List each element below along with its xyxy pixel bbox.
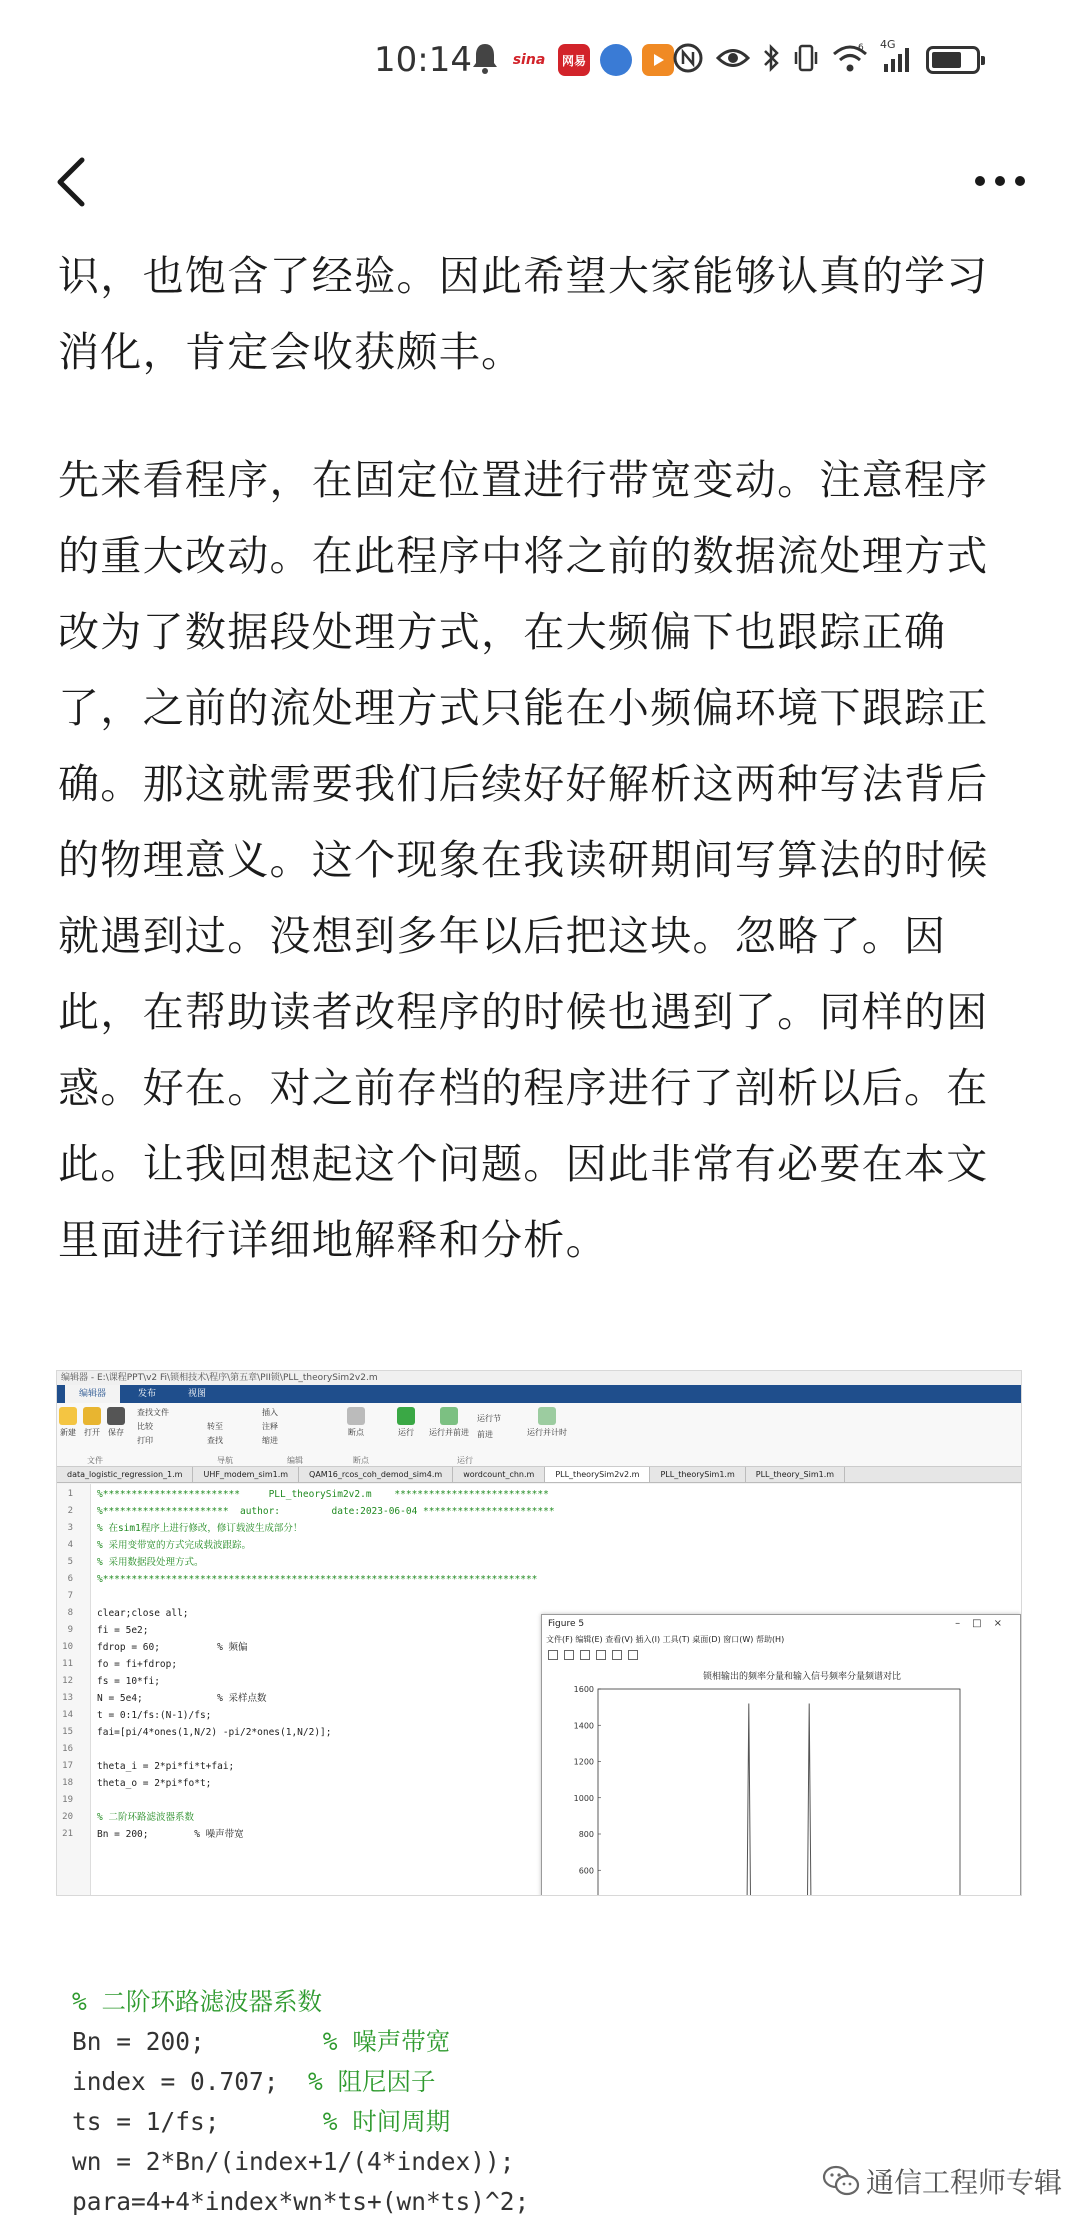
breakpoint-icon [347, 1407, 365, 1425]
listing-line: % 二阶环路滤波器系数 [72, 1987, 322, 2016]
code-text: %************************ PLL_theorySim2v2.m *************************** [97, 1489, 549, 1500]
y-tick-label: 1400 [573, 1721, 594, 1731]
listing-comment: % 时间周期 [322, 2107, 451, 2136]
file-tab: data_logistic_regression_1.m [57, 1467, 193, 1482]
sina-weibo-icon: sina [510, 44, 548, 76]
listing-code: index = 0.707; [72, 2067, 309, 2096]
battery-level [932, 52, 961, 68]
figure-window [541, 1614, 1021, 2000]
open-icon [83, 1407, 101, 1425]
file-tabs [57, 1467, 1021, 1483]
tool-icon [612, 1650, 622, 1660]
line-number: 1 [67, 1489, 73, 1499]
ribbon-section: 编辑 [287, 1456, 303, 1465]
line-number: 17 [62, 1761, 73, 1771]
ribbon-label: 打开 [84, 1428, 100, 1437]
battery-icon [926, 46, 980, 74]
file-tab: wordcount_chn.m [453, 1467, 545, 1482]
code-text: % 二阶环路滤波器系数 [97, 1812, 194, 1823]
plot-area [598, 1689, 960, 1896]
ribbon-indent: 缩进 [262, 1436, 278, 1445]
system-icons [672, 38, 980, 82]
run-advance-icon [440, 1407, 458, 1425]
listing-code: ts = 1/fs; [72, 2107, 323, 2136]
ribbon-advance: 前进 [477, 1430, 493, 1439]
listing-line [72, 2022, 1032, 2062]
tool-icon [548, 1650, 558, 1660]
network-type: 4G [880, 38, 896, 51]
eye-icon [716, 45, 750, 75]
nfc-icon [672, 42, 704, 78]
ribbon-section: 运行 [457, 1456, 473, 1465]
code-text: % 采用数据段处理方式。 [97, 1557, 204, 1568]
line-number: 13 [62, 1693, 73, 1703]
line-number: 6 [67, 1574, 73, 1584]
ribbon-tab: 发布 [138, 1389, 157, 1399]
file-tab: PLL_theorySim1.m [650, 1467, 745, 1482]
file-tab: UHF_modem_sim1.m [193, 1467, 299, 1482]
code-text: %********************** author: date:2023-06-04 *********************** [97, 1506, 555, 1517]
listing-line: para=4+4*index*wn*ts+(wn*ts)^2; [72, 2187, 530, 2216]
figure-title-text: Figure 5 [548, 1619, 585, 1629]
code-text: theta_i = 2*pi*fi*t+fai; [97, 1761, 235, 1772]
y-ticks: 02004006008001000120014001600 [573, 1685, 594, 1984]
line-number: 7 [67, 1591, 73, 1601]
article-paragraph: 先来看程序，在固定位置进行带宽变动。注意程序的重大改动。在此程序中将之前的数据流处理方式改为了数据段处理方式，在大频偏下也跟踪正确了，之前的流处理方式只能在小频偏环境下跟踪正确。那这就需要我们后续好好解析这两种写法背后的物理意义。这个现象在我读研期间写算法的时候就遇到过。没想到多年以后把这块。忽略了。因此，在帮助读者改程序的时候也遇到了。同样的困惑。好在。对之前存档的程序进行了剖析以后。在此。让我回想起这个问题。因此非常有必要在本文里面进行详细地解释和分析。 [58, 456, 989, 1264]
ribbon-label: 保存 [108, 1428, 124, 1437]
code-text: % 在sim1程序上进行修改，修订载波生成部分！ [97, 1523, 303, 1534]
ribbon [57, 1403, 1021, 1467]
ribbon-new [59, 1407, 77, 1438]
ribbon-label: 断点 [348, 1428, 364, 1437]
ribbon-tab: 视图 [188, 1389, 207, 1399]
ribbon-section: 断点 [353, 1456, 369, 1465]
account-watermark [822, 2161, 1062, 2201]
listing-comment: % 阻尼因子 [308, 2067, 436, 2096]
code-text: t = 0:1/fs:(N-1)/fs; [97, 1710, 212, 1721]
file-tab: PLL_theorySim2v2.m [545, 1467, 650, 1482]
y-tick-label: 1000 [573, 1793, 594, 1803]
line-number: 18 [62, 1778, 73, 1788]
listing-comment: % 噪声带宽 [322, 2027, 451, 2056]
ribbon-print: 打印 [137, 1436, 153, 1445]
save-icon [107, 1407, 125, 1425]
figure-menu: 文件(F) 编辑(E) 查看(V) 插入(I) 工具(T) 桌面(D) 窗口(W) 帮助(H) [546, 1635, 785, 1644]
line-number: 21 [62, 1829, 73, 1839]
article-paragraph: 识，也饱含了经验。因此希望大家能够认真的学习消化，肯定会收获颇丰。 [58, 252, 989, 376]
listing-line: wn = 2*Bn/(index+1/(4*index)); [72, 2147, 515, 2176]
ribbon-goto: 转至 [207, 1422, 223, 1431]
ribbon-label: 新建 [60, 1428, 76, 1437]
code-text: % 采用变带宽的方式完成载波跟踪。 [97, 1540, 251, 1551]
run-icon [397, 1407, 415, 1425]
watermark-text: 通信工程师专辑 [866, 2166, 1063, 2199]
code-text: fi = 5e2; [97, 1625, 149, 1636]
nav-bar [0, 130, 1080, 230]
ribbon-label: 运行并计时 [527, 1428, 567, 1437]
ribbon-section: 文件 [87, 1456, 103, 1465]
ribbon-open [83, 1407, 101, 1438]
tool-icon [580, 1650, 590, 1660]
code-text: fs = 10*fi; [97, 1676, 160, 1687]
y-tick-label: 1600 [573, 1685, 594, 1694]
spectrum-chart: 锁相输出的频率分量和输入信号频率分量频谱对比 02004006008001000120014001600 -3000 -2000 -1000 0 1000 2000 3000 freq/hz [573, 1672, 971, 2000]
wechat-icon [822, 2164, 860, 2198]
line-number: 15 [62, 1727, 73, 1737]
line-number: 4 [67, 1540, 73, 1550]
line-number: 12 [62, 1676, 73, 1686]
clock: 10:14 [374, 40, 472, 80]
y-tick-label: 1200 [573, 1757, 594, 1767]
line-number: 2 [67, 1506, 73, 1516]
ribbon-label: 运行 [398, 1428, 414, 1437]
window-controls: –□× [955, 1618, 1014, 1629]
line-number: 9 [67, 1625, 73, 1635]
run-time-icon [538, 1407, 556, 1425]
code-editor [57, 1484, 1022, 2000]
chevron-left-icon [52, 152, 92, 212]
matlab-title-bar: 编辑器 - E:\课程PPT\v2 Fi\锁相技术\程序\第五章\PII锁\PLL_theorySim2v2.m [57, 1371, 1021, 1385]
line-number: 19 [62, 1795, 73, 1805]
article-body [58, 238, 1028, 1278]
blue-app-icon [600, 44, 632, 76]
code-text: fdrop = 60; % 频偏 [97, 1642, 248, 1653]
ribbon-find-file: 查找文件 [137, 1408, 169, 1417]
code-text: theta_o = 2*pi*fo*t; [97, 1778, 212, 1789]
y-tick-label: 600 [578, 1866, 594, 1876]
wifi-icon [832, 43, 868, 77]
code-text: N = 5e4; % 采样点数 [97, 1693, 267, 1704]
figure-toolbar [542, 1647, 1020, 1663]
line-number: 11 [62, 1659, 73, 1669]
file-tab: QAM16_rcos_coh_demod_sim4.m [299, 1467, 453, 1482]
vibrate-icon [792, 42, 820, 78]
ribbon-tab: 编辑器 [65, 1385, 120, 1403]
ribbon-run-advance [429, 1407, 469, 1438]
notification-icons [470, 40, 674, 80]
code-text: fo = fi+fdrop; [97, 1659, 178, 1670]
ribbon-tabs [57, 1385, 1021, 1403]
listing-code: Bn = 200; [72, 2027, 323, 2056]
svg-text:6: 6 [858, 43, 864, 53]
ribbon-run-section: 运行节 [477, 1414, 501, 1423]
ribbon-compare: 比较 [137, 1422, 153, 1431]
ribbon-breakpoint [347, 1407, 365, 1438]
y-tick-label: 800 [578, 1830, 594, 1839]
ribbon-run-time [527, 1407, 567, 1438]
bell-icon [470, 41, 500, 79]
listing-line [72, 2062, 1032, 2102]
file-tab: PLL_theory_Sim1.m [746, 1467, 845, 1482]
ribbon-insert: 插入 [262, 1408, 278, 1417]
tool-icon [564, 1650, 574, 1660]
tool-icon [628, 1650, 638, 1660]
line-number: 10 [62, 1642, 73, 1652]
line-number: 3 [67, 1523, 73, 1533]
code-text: %**************************************************************************** [97, 1574, 538, 1585]
code-text: fai=[pi/4*ones(1,N/2) -pi/2*ones(1,N/2)]; [97, 1727, 332, 1738]
more-icon [970, 156, 1030, 206]
line-number: 14 [62, 1710, 73, 1720]
line-number: 20 [62, 1812, 73, 1822]
line-number: 16 [62, 1744, 73, 1754]
line-number: 5 [67, 1557, 73, 1567]
ribbon-run [397, 1407, 415, 1438]
code-text: Bn = 200; % 噪声带宽 [97, 1829, 244, 1840]
line-number: 8 [67, 1608, 73, 1618]
status-bar [0, 0, 1080, 120]
ribbon-save [107, 1407, 125, 1438]
figure-title [542, 1615, 1020, 1633]
video-app-icon [642, 44, 674, 76]
netease-icon: 网易 [558, 44, 590, 76]
ribbon-comment: 注释 [262, 1422, 278, 1431]
listing-line [72, 2102, 1032, 2142]
matlab-screenshot[interactable] [56, 1370, 1022, 2000]
ribbon-find: 查找 [207, 1436, 223, 1445]
more-button[interactable] [970, 156, 1030, 206]
signal-icon [880, 38, 914, 78]
ribbon-section: 导航 [217, 1456, 233, 1465]
code-text: clear;close all; [97, 1608, 189, 1619]
chart-title: 锁相输出的频率分量和输入信号频率分量频谱对比 [702, 1672, 902, 1682]
back-button[interactable] [52, 152, 102, 212]
new-icon [59, 1407, 77, 1425]
ribbon-label: 运行并前进 [429, 1428, 469, 1437]
tool-icon [596, 1650, 606, 1660]
bluetooth-icon [762, 42, 780, 78]
